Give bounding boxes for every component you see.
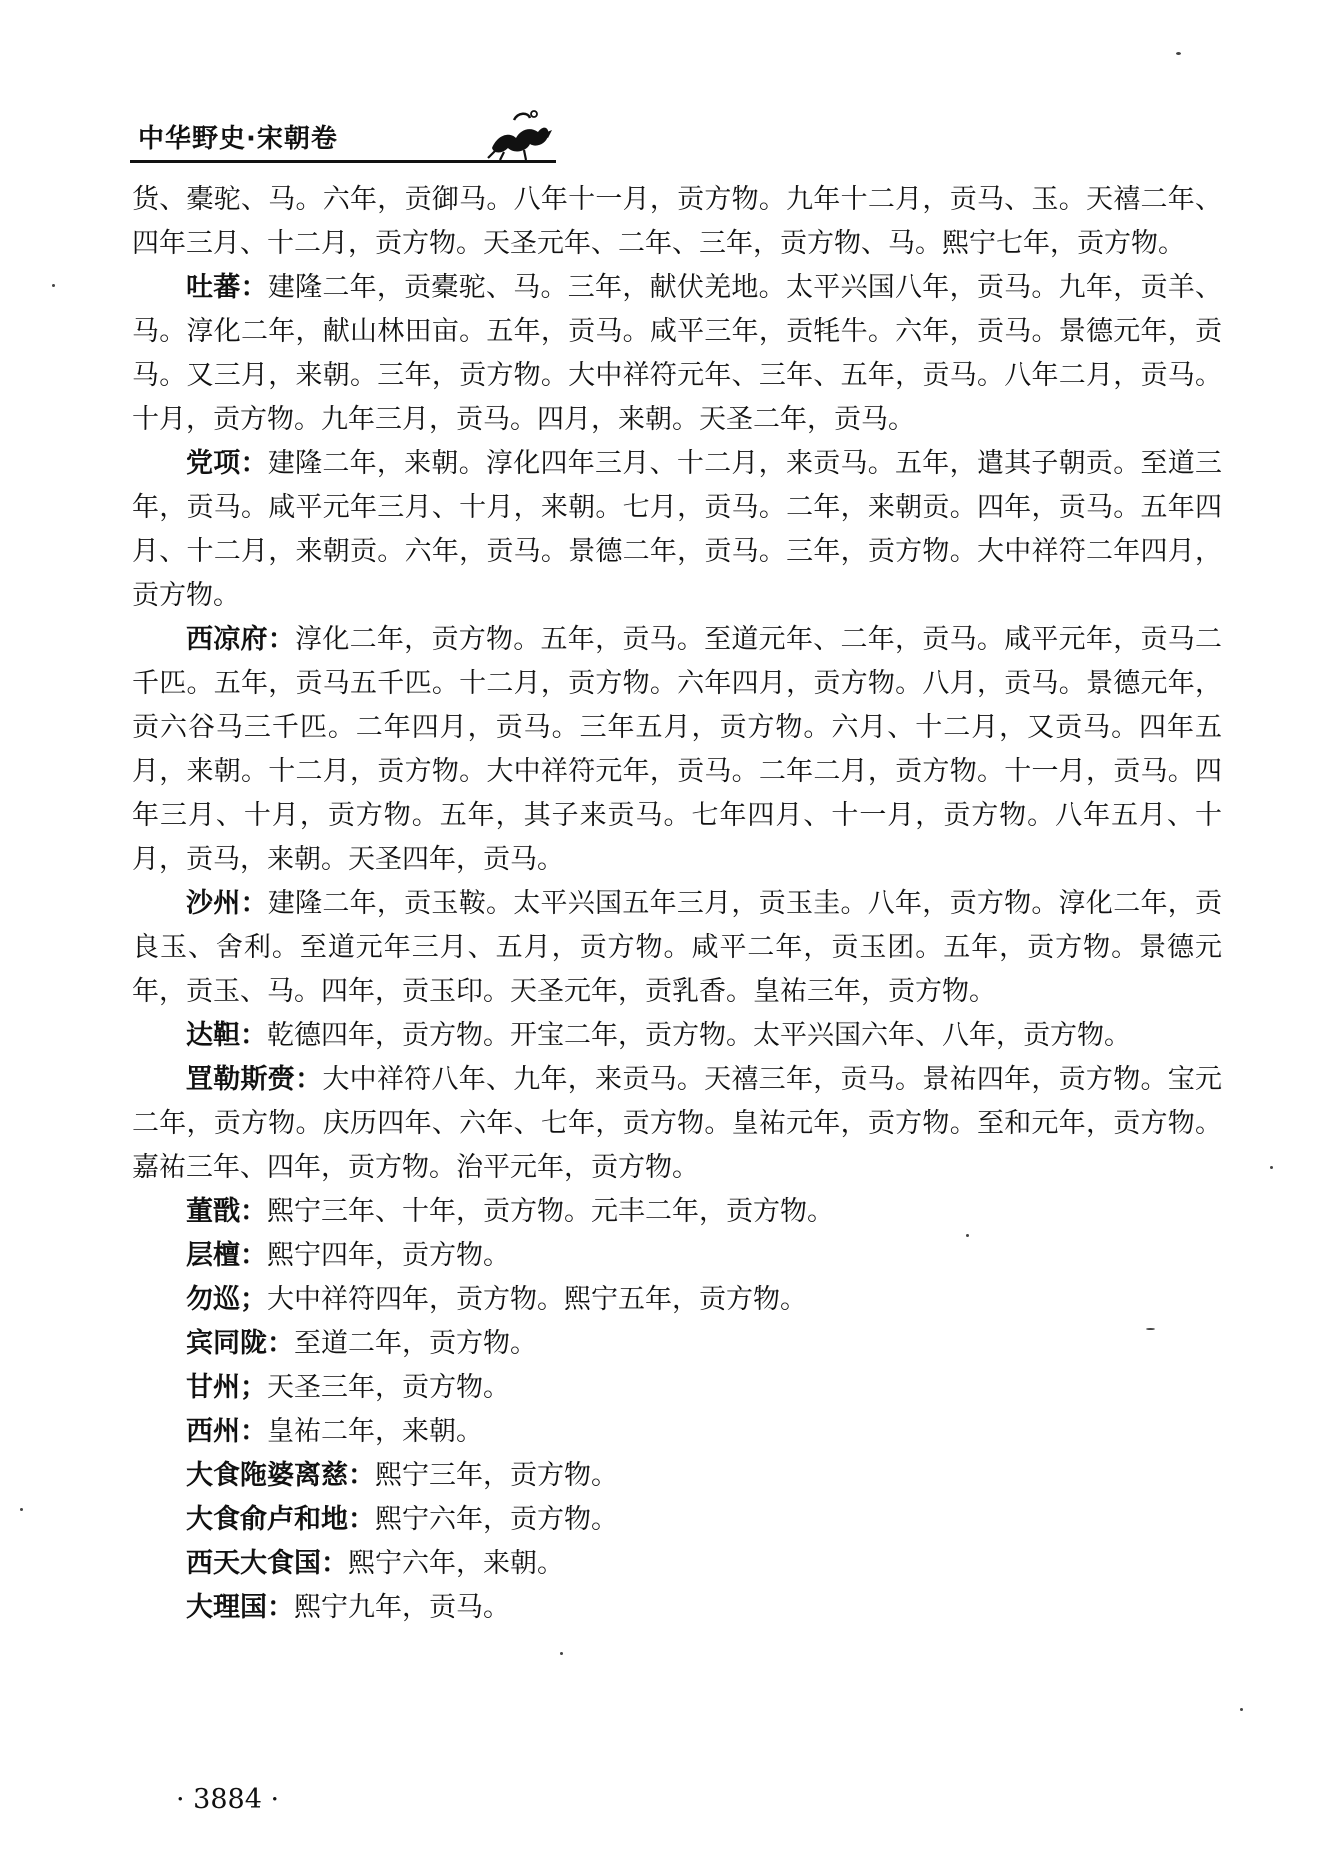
paragraph-julesiji: 罝勒斯赍：大中祥符八年、九年，来贡马。天禧三年，贡马。景祐四年，贡方物。宝元二年，贡方物。庆历四年、六年、七年，贡方物。皇祐元年，贡方物。至和元年，贡方物。嘉祐三年、四年，贡方物。治平元年，贡方物。 (132, 1064, 1223, 1183)
paragraph-xitian-dashiguo: 西天大食国：熙宁六年，来朝。 (186, 1548, 564, 1579)
paragraph-tubo: 吐蕃：建隆二年，贡橐驼、马。三年，献伏羌地。太平兴国八年，贡马。九年，贡羊、马。淳化二年，献山林田亩。五年，贡马。咸平三年，贡牦牛。六年，贡马。景德元年，贡马。又三月，来朝。三年，贡方物。大中祥符元年、三年、五年，贡马。八年二月，贡马。十月，贡方物。九年三月，贡马。四月，来朝。天圣二年，贡马。 (132, 272, 1223, 435)
paragraph-dashi-yuluhedi: 大食俞卢和地：熙宁六年，贡方物。 (186, 1504, 618, 1535)
page-number: · 3884 · (176, 1784, 280, 1815)
scan-speck (1176, 52, 1181, 55)
scan-speck (1240, 1708, 1243, 1711)
paragraph-wuxun: 勿巡；大中祥符四年，贡方物。熙宁五年，贡方物。 (186, 1284, 807, 1315)
scan-speck (966, 1234, 969, 1237)
paragraph-shazhou: 沙州：建隆二年，贡玉鞍。太平兴国五年三月，贡玉圭。八年，贡方物。淳化二年，贡良玉、舍利。至道元年三月、五月，贡方物。咸平二年，贡玉团。五年，贡方物。景德元年，贡玉、马。四年，贡玉印。天圣元年，贡乳香。皇祐三年，贡方物。 (132, 888, 1223, 1007)
scan-speck (20, 1508, 23, 1511)
paragraph-xiliangfu: 西凉府：淳化二年，贡方物。五年，贡马。至道元年、二年，贡马。咸平元年，贡马二千匹。五年，贡马五千匹。十二月，贡方物。六年四月，贡方物。八月，贡马。景德元年，贡六谷马三千匹。二年四月，贡马。三年五月，贡方物。六月、十二月，又贡马。四年五月，来朝。十二月，贡方物。大中祥符元年，贡马。二年二月，贡方物。十一月，贡马。四年三月、十月，贡方物。五年，其子来贡马。七年四月、十一月，贡方物。八年五月、十月，贡马，来朝。天圣四年，贡马。 (132, 624, 1223, 875)
paragraph-ganzhou: 甘州；天圣三年，贡方物。 (186, 1372, 510, 1403)
header-rule (130, 160, 556, 163)
running-head-title: 中华野史·宋朝卷 (138, 124, 338, 154)
paragraph-bintonglong: 宾同陇：至道二年，贡方物。 (186, 1328, 537, 1359)
paragraph-daliguo: 大理国：熙宁九年，贡马。 (186, 1592, 510, 1623)
dragon-ornament-icon (484, 104, 556, 162)
paragraph-xizhou: 西州：皇祐二年，来朝。 (186, 1416, 483, 1447)
paragraph-cengtan: 层檀：熙宁四年，贡方物。 (186, 1240, 510, 1271)
scan-speck (560, 1652, 563, 1655)
paragraph-dada: 达靼：乾德四年，贡方物。开宝二年，贡方物。太平兴国六年、八年，贡方物。 (186, 1020, 1131, 1051)
paragraph-dangxiang: 党项：建隆二年，来朝。淳化四年三月、十二月，来贡马。五年，遣其子朝贡。至道三年，贡马。咸平元年三月、十月，来朝。七月，贡马。二年，来朝贡。四年，贡马。五年四月、十二月，来朝贡。六年，贡马。景德二年，贡马。三年，贡方物。大中祥符二年四月，贡方物。 (132, 448, 1223, 611)
paragraph-dashi-tuopolici: 大食陁婆离慈：熙宁三年，贡方物。 (186, 1460, 618, 1491)
scan-speck (1270, 1166, 1273, 1169)
paragraph-dongjian: 董戬：熙宁三年、十年，贡方物。元丰二年，贡方物。 (186, 1196, 834, 1227)
body-text (132, 178, 1222, 1630)
paragraph-continued: 货、橐驼、马。六年，贡御马。八年十一月，贡方物。九年十二月，贡马、玉。天禧二年、四年三月、十二月，贡方物。天圣元年、二年、三年，贡方物、马。熙宁七年，贡方物。 (132, 184, 1222, 259)
scan-speck (1146, 1328, 1155, 1330)
scan-speck (52, 284, 55, 287)
